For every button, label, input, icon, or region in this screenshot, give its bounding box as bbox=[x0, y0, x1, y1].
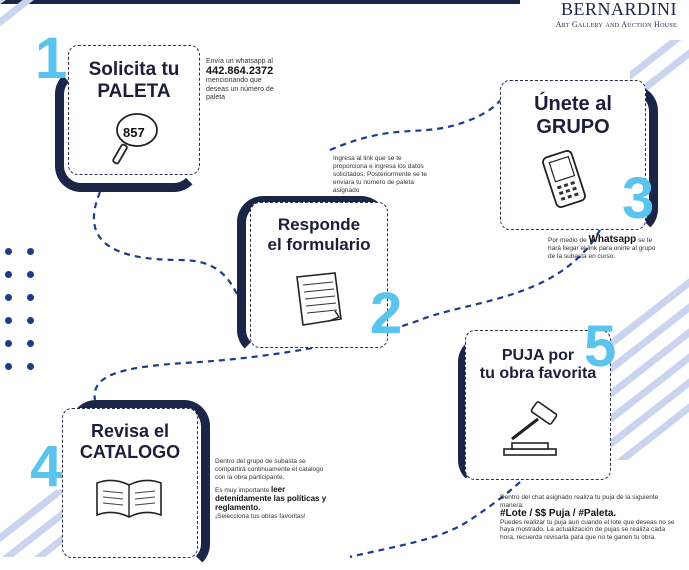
step-4-number: 4 bbox=[30, 434, 63, 499]
brand-subtitle: Art Gallery and Auction House bbox=[555, 20, 677, 29]
step-1-card bbox=[68, 45, 200, 175]
step-3-description bbox=[548, 236, 658, 261]
step-3-title-line2: GRUPO bbox=[536, 116, 610, 138]
step-3-desc-post: se te hará llegar el link para unirte al grupo de la subasta en curso. bbox=[548, 237, 656, 260]
step-2-title-line2: el formulario bbox=[267, 234, 371, 254]
step-1-desc-pre: Envía un whatsapp al bbox=[206, 58, 273, 65]
step-5-description bbox=[500, 494, 675, 542]
step-1-number: 1 bbox=[35, 26, 68, 91]
step-5-desc-post: Puedes realizar tu puja aun cuando el lote que deseas no se haya mostrado. La actualización de pujas se realiza cada hora, recuerda revisarla para que no te ganen tu obra. bbox=[500, 518, 675, 541]
gavel-icon bbox=[502, 403, 572, 463]
step-2-number: 2 bbox=[370, 281, 403, 346]
form-document-icon bbox=[289, 271, 349, 331]
step-2-card bbox=[250, 202, 388, 348]
step-2-description: Ingresa al link que se te proporciona e ingresa los datos solicitados. Posteriormente se te enviara tu número de paleta asignado bbox=[333, 155, 427, 194]
phone-icon bbox=[541, 149, 591, 211]
step-1-title-line2: PALETA bbox=[97, 80, 171, 102]
step-5-title-line1: PUJA por bbox=[501, 347, 575, 364]
step-4-desc-pre: Dentro del grupo de subasta se compartirá continuamente el catalogo con la obra participante. bbox=[215, 458, 324, 481]
step-5-format: #Lote / $$ Puja / #Paleta. bbox=[500, 508, 617, 520]
step-5-title-line2: tu obra favorita bbox=[479, 365, 597, 383]
step-1-description bbox=[206, 58, 286, 103]
brand-name: BERNARDINI bbox=[561, 0, 677, 19]
step-4-description bbox=[215, 458, 330, 521]
step-4-title-line1: Revisa el bbox=[90, 421, 170, 441]
step-3-number: 3 bbox=[622, 166, 655, 231]
paddle-icon bbox=[105, 108, 165, 168]
step-2-title-line1: Responde bbox=[277, 215, 361, 234]
step-3-title-line1: Únete al bbox=[534, 93, 612, 115]
step-5-number: 5 bbox=[584, 314, 617, 379]
step-4-card bbox=[62, 408, 198, 558]
step-4-desc-bold: leer detenidamente las políticas y reglamento. bbox=[215, 485, 327, 512]
step-3-highlight: Whatsapp bbox=[588, 234, 637, 245]
open-book-icon bbox=[93, 475, 165, 521]
step-1-phone: 442.864.2372 bbox=[206, 64, 274, 77]
step-4-title-line2: CATALOGO bbox=[79, 441, 181, 462]
step-5-desc-pre: Dentro del chat asignado realiza tu puja de la siguiente manera: bbox=[500, 494, 659, 509]
step-1-desc-post: mencionando que deseas un número de paleta bbox=[206, 77, 274, 102]
step-4-desc-post: ¡Selecciona tus obras favoritas! bbox=[215, 513, 306, 520]
paddle-number: 857 bbox=[123, 125, 145, 140]
step-4-desc-mid: Es muy importante bbox=[215, 487, 270, 494]
step-1-title-line1: Solicita tu bbox=[88, 59, 180, 80]
step-3-desc-pre: Por medio de bbox=[548, 237, 587, 244]
